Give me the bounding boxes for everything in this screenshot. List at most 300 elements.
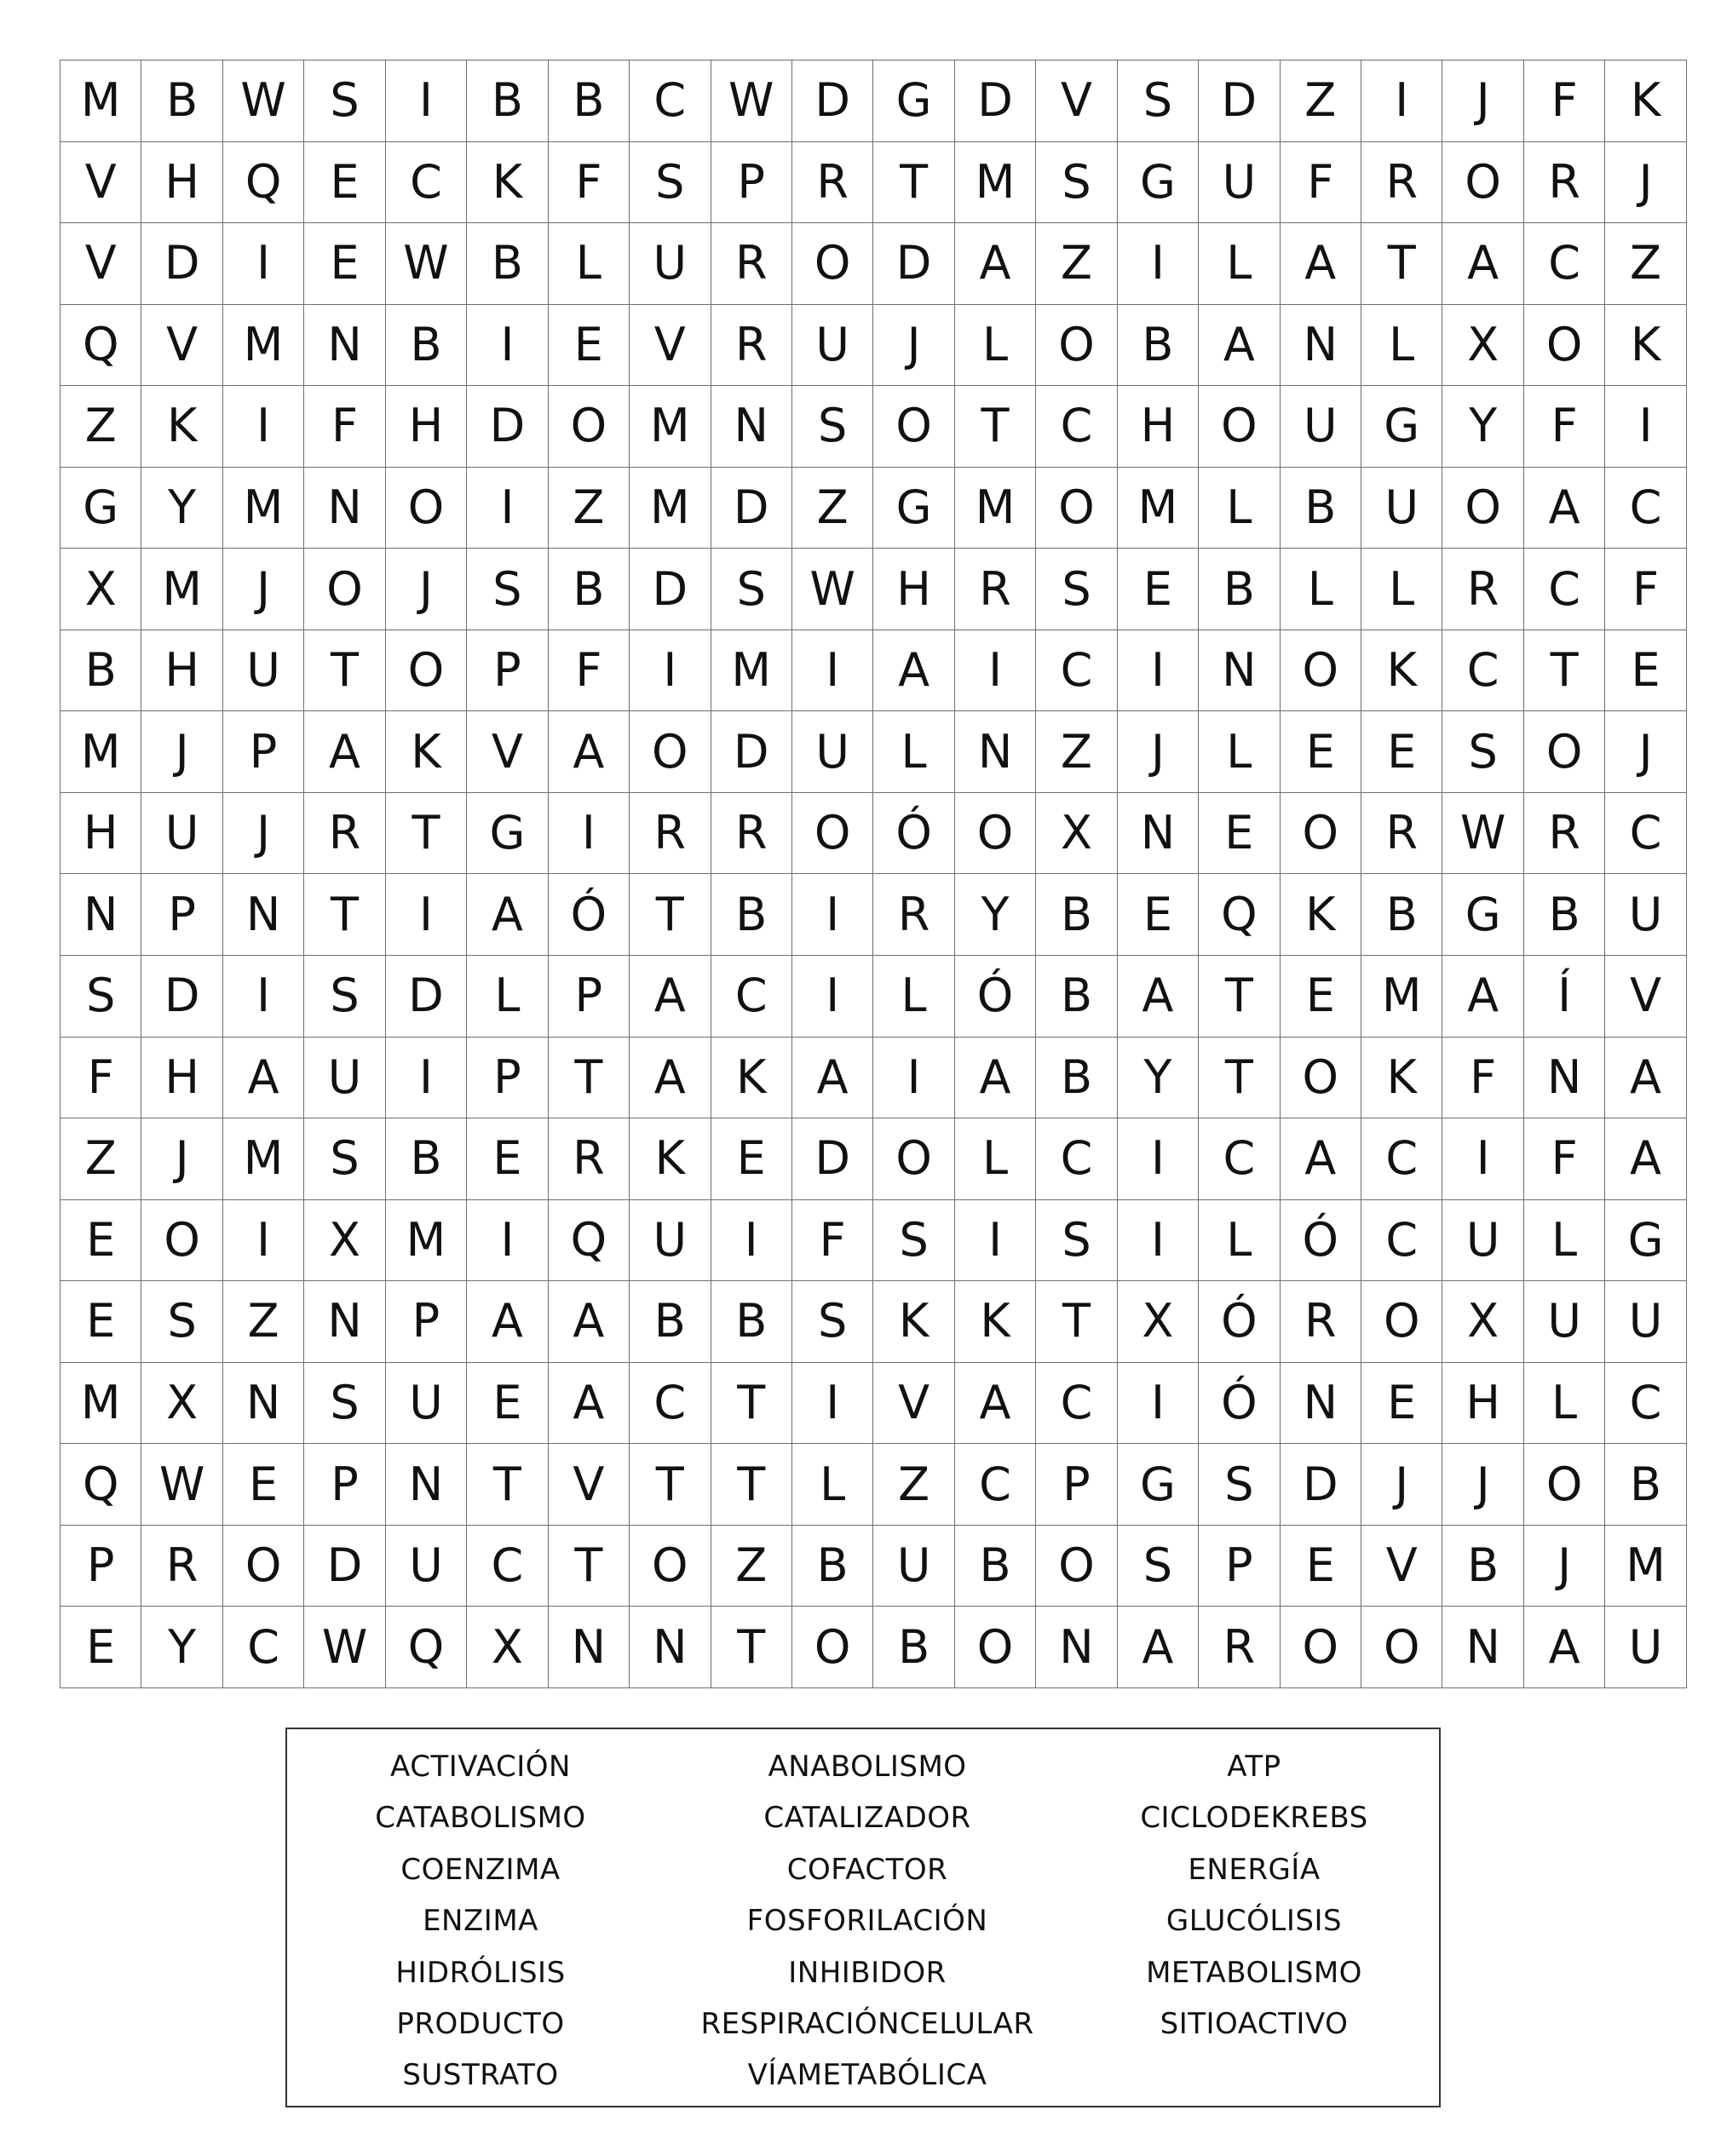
- grid-cell[interactable]: C: [1361, 1199, 1442, 1281]
- grid-cell[interactable]: O: [630, 1525, 711, 1607]
- grid-cell[interactable]: F: [548, 141, 629, 223]
- grid-cell[interactable]: T: [548, 1037, 629, 1118]
- grid-cell[interactable]: R: [1523, 792, 1604, 874]
- grid-cell[interactable]: I: [954, 1199, 1035, 1281]
- grid-cell[interactable]: T: [873, 141, 954, 223]
- grid-cell[interactable]: G: [873, 467, 954, 549]
- grid-cell[interactable]: L: [1199, 711, 1280, 793]
- grid-cell[interactable]: P: [711, 141, 791, 223]
- grid-cell[interactable]: I: [222, 1199, 303, 1281]
- grid-cell[interactable]: O: [1280, 630, 1361, 711]
- grid-cell[interactable]: O: [954, 1607, 1035, 1688]
- grid-cell[interactable]: S: [1036, 549, 1117, 630]
- grid-cell[interactable]: H: [1117, 386, 1198, 468]
- grid-cell[interactable]: T: [1199, 956, 1280, 1038]
- grid-cell[interactable]: B: [385, 1118, 466, 1200]
- grid-cell[interactable]: I: [385, 1037, 466, 1118]
- grid-cell[interactable]: S: [1442, 711, 1523, 793]
- grid-cell[interactable]: E: [1117, 874, 1198, 956]
- grid-cell[interactable]: N: [1442, 1607, 1523, 1688]
- grid-cell[interactable]: B: [1036, 874, 1117, 956]
- grid-cell[interactable]: V: [141, 304, 222, 386]
- grid-cell[interactable]: A: [1280, 1118, 1361, 1200]
- grid-cell[interactable]: E: [1280, 1525, 1361, 1607]
- grid-cell[interactable]: R: [141, 1525, 222, 1607]
- grid-cell[interactable]: I: [548, 792, 629, 874]
- grid-cell[interactable]: Q: [60, 304, 141, 386]
- grid-cell[interactable]: O: [1280, 792, 1361, 874]
- grid-cell[interactable]: X: [1117, 1281, 1198, 1363]
- grid-cell[interactable]: R: [304, 792, 385, 874]
- grid-cell[interactable]: P: [141, 874, 222, 956]
- grid-cell[interactable]: R: [548, 1118, 629, 1200]
- grid-cell[interactable]: I: [791, 1362, 872, 1444]
- grid-cell[interactable]: I: [1117, 630, 1198, 711]
- grid-cell[interactable]: I: [222, 956, 303, 1038]
- grid-cell[interactable]: A: [630, 956, 711, 1038]
- grid-cell[interactable]: F: [791, 1199, 872, 1281]
- grid-cell[interactable]: Z: [1036, 223, 1117, 305]
- grid-cell[interactable]: X: [1442, 304, 1523, 386]
- grid-cell[interactable]: C: [222, 1607, 303, 1688]
- grid-cell[interactable]: F: [1523, 386, 1604, 468]
- grid-cell[interactable]: O: [548, 386, 629, 468]
- grid-cell[interactable]: A: [1605, 1037, 1686, 1118]
- grid-cell[interactable]: C: [1361, 1118, 1442, 1200]
- grid-cell[interactable]: O: [1523, 1444, 1604, 1526]
- grid-cell[interactable]: B: [630, 1281, 711, 1363]
- grid-cell[interactable]: H: [385, 386, 466, 468]
- grid-cell[interactable]: L: [1361, 304, 1442, 386]
- grid-cell[interactable]: O: [141, 1199, 222, 1281]
- grid-cell[interactable]: F: [1280, 141, 1361, 223]
- grid-cell[interactable]: S: [1199, 1444, 1280, 1526]
- grid-cell[interactable]: J: [1117, 711, 1198, 793]
- grid-cell[interactable]: N: [954, 711, 1035, 793]
- grid-cell[interactable]: Z: [1036, 711, 1117, 793]
- grid-cell[interactable]: M: [141, 549, 222, 630]
- grid-cell[interactable]: N: [711, 386, 791, 468]
- grid-cell[interactable]: W: [711, 60, 791, 142]
- grid-cell[interactable]: C: [630, 60, 711, 142]
- grid-cell[interactable]: I: [467, 304, 548, 386]
- grid-cell[interactable]: N: [1117, 792, 1198, 874]
- grid-cell[interactable]: I: [791, 874, 872, 956]
- grid-cell[interactable]: W: [304, 1607, 385, 1688]
- grid-cell[interactable]: C: [1036, 630, 1117, 711]
- grid-cell[interactable]: D: [954, 60, 1035, 142]
- grid-cell[interactable]: A: [1523, 1607, 1604, 1688]
- grid-cell[interactable]: E: [304, 223, 385, 305]
- grid-cell[interactable]: J: [1605, 711, 1686, 793]
- grid-cell[interactable]: T: [1361, 223, 1442, 305]
- grid-cell[interactable]: A: [954, 1037, 1035, 1118]
- grid-cell[interactable]: C: [711, 956, 791, 1038]
- grid-cell[interactable]: P: [467, 1037, 548, 1118]
- grid-cell[interactable]: X: [141, 1362, 222, 1444]
- grid-cell[interactable]: Q: [1199, 874, 1280, 956]
- grid-cell[interactable]: K: [1605, 304, 1686, 386]
- grid-cell[interactable]: S: [304, 1362, 385, 1444]
- grid-cell[interactable]: P: [385, 1281, 466, 1363]
- grid-cell[interactable]: T: [548, 1525, 629, 1607]
- grid-cell[interactable]: O: [1036, 467, 1117, 549]
- grid-cell[interactable]: K: [1280, 874, 1361, 956]
- grid-cell[interactable]: U: [1361, 467, 1442, 549]
- grid-cell[interactable]: V: [873, 1362, 954, 1444]
- grid-cell[interactable]: E: [60, 1281, 141, 1363]
- grid-cell[interactable]: N: [1523, 1037, 1604, 1118]
- grid-cell[interactable]: D: [385, 956, 466, 1038]
- grid-cell[interactable]: L: [1361, 549, 1442, 630]
- grid-cell[interactable]: T: [711, 1362, 791, 1444]
- grid-cell[interactable]: K: [1361, 1037, 1442, 1118]
- grid-cell[interactable]: G: [467, 792, 548, 874]
- grid-cell[interactable]: Í: [1523, 956, 1604, 1038]
- grid-cell[interactable]: C: [1442, 630, 1523, 711]
- grid-cell[interactable]: V: [548, 1444, 629, 1526]
- grid-cell[interactable]: Y: [1442, 386, 1523, 468]
- grid-cell[interactable]: G: [1605, 1199, 1686, 1281]
- grid-cell[interactable]: D: [1280, 1444, 1361, 1526]
- grid-cell[interactable]: I: [1117, 1118, 1198, 1200]
- grid-cell[interactable]: Z: [873, 1444, 954, 1526]
- grid-cell[interactable]: V: [1361, 1525, 1442, 1607]
- grid-cell[interactable]: S: [467, 549, 548, 630]
- grid-cell[interactable]: R: [711, 792, 791, 874]
- grid-cell[interactable]: T: [304, 874, 385, 956]
- grid-cell[interactable]: O: [1442, 141, 1523, 223]
- grid-cell[interactable]: T: [630, 1444, 711, 1526]
- grid-cell[interactable]: M: [222, 1118, 303, 1200]
- grid-cell[interactable]: A: [791, 1037, 872, 1118]
- grid-cell[interactable]: K: [711, 1037, 791, 1118]
- grid-cell[interactable]: O: [1199, 386, 1280, 468]
- grid-cell[interactable]: P: [1199, 1525, 1280, 1607]
- grid-cell[interactable]: B: [1361, 874, 1442, 956]
- grid-cell[interactable]: J: [385, 549, 466, 630]
- grid-cell[interactable]: H: [60, 792, 141, 874]
- grid-cell[interactable]: I: [385, 60, 466, 142]
- grid-cell[interactable]: K: [1361, 630, 1442, 711]
- grid-cell[interactable]: E: [1280, 711, 1361, 793]
- grid-cell[interactable]: J: [1605, 141, 1686, 223]
- grid-cell[interactable]: U: [1442, 1199, 1523, 1281]
- grid-cell[interactable]: C: [467, 1525, 548, 1607]
- grid-cell[interactable]: P: [60, 1525, 141, 1607]
- grid-cell[interactable]: A: [548, 711, 629, 793]
- grid-cell[interactable]: J: [222, 792, 303, 874]
- grid-cell[interactable]: D: [141, 223, 222, 305]
- grid-cell[interactable]: V: [1036, 60, 1117, 142]
- grid-cell[interactable]: O: [385, 467, 466, 549]
- grid-cell[interactable]: L: [791, 1444, 872, 1526]
- grid-cell[interactable]: R: [1361, 141, 1442, 223]
- grid-cell[interactable]: I: [222, 223, 303, 305]
- grid-cell[interactable]: E: [1199, 792, 1280, 874]
- grid-cell[interactable]: X: [1036, 792, 1117, 874]
- grid-cell[interactable]: F: [304, 386, 385, 468]
- grid-cell[interactable]: C: [385, 141, 466, 223]
- grid-cell[interactable]: B: [467, 223, 548, 305]
- grid-cell[interactable]: R: [954, 549, 1035, 630]
- grid-cell[interactable]: C: [1605, 467, 1686, 549]
- grid-cell[interactable]: W: [1442, 792, 1523, 874]
- grid-cell[interactable]: Y: [954, 874, 1035, 956]
- grid-cell[interactable]: M: [222, 467, 303, 549]
- grid-cell[interactable]: T: [630, 874, 711, 956]
- grid-cell[interactable]: H: [873, 549, 954, 630]
- grid-cell[interactable]: C: [630, 1362, 711, 1444]
- grid-cell[interactable]: L: [873, 711, 954, 793]
- grid-cell[interactable]: I: [385, 874, 466, 956]
- grid-cell[interactable]: B: [954, 1525, 1035, 1607]
- grid-cell[interactable]: B: [1280, 467, 1361, 549]
- grid-cell[interactable]: L: [1523, 1362, 1604, 1444]
- grid-cell[interactable]: E: [60, 1607, 141, 1688]
- grid-cell[interactable]: Z: [1605, 223, 1686, 305]
- grid-cell[interactable]: R: [1280, 1281, 1361, 1363]
- grid-cell[interactable]: F: [1523, 60, 1604, 142]
- grid-cell[interactable]: B: [1199, 549, 1280, 630]
- grid-cell[interactable]: D: [711, 467, 791, 549]
- grid-cell[interactable]: O: [791, 792, 872, 874]
- grid-cell[interactable]: R: [1523, 141, 1604, 223]
- grid-cell[interactable]: A: [954, 1362, 1035, 1444]
- grid-cell[interactable]: R: [873, 874, 954, 956]
- grid-cell[interactable]: T: [711, 1607, 791, 1688]
- grid-cell[interactable]: P: [304, 1444, 385, 1526]
- grid-cell[interactable]: U: [873, 1525, 954, 1607]
- grid-cell[interactable]: B: [711, 1281, 791, 1363]
- grid-cell[interactable]: U: [141, 792, 222, 874]
- grid-cell[interactable]: Q: [222, 141, 303, 223]
- grid-cell[interactable]: Q: [385, 1607, 466, 1688]
- grid-cell[interactable]: D: [630, 549, 711, 630]
- grid-cell[interactable]: B: [548, 549, 629, 630]
- grid-cell[interactable]: Z: [711, 1525, 791, 1607]
- grid-cell[interactable]: M: [1605, 1525, 1686, 1607]
- grid-cell[interactable]: Y: [141, 467, 222, 549]
- grid-cell[interactable]: A: [467, 1281, 548, 1363]
- grid-cell[interactable]: E: [467, 1362, 548, 1444]
- grid-cell[interactable]: A: [222, 1037, 303, 1118]
- grid-cell[interactable]: C: [1036, 1362, 1117, 1444]
- grid-cell[interactable]: Z: [548, 467, 629, 549]
- grid-cell[interactable]: U: [304, 1037, 385, 1118]
- grid-cell[interactable]: O: [1361, 1281, 1442, 1363]
- grid-cell[interactable]: J: [1442, 1444, 1523, 1526]
- grid-cell[interactable]: K: [954, 1281, 1035, 1363]
- grid-cell[interactable]: U: [630, 223, 711, 305]
- grid-cell[interactable]: K: [1605, 60, 1686, 142]
- grid-cell[interactable]: T: [711, 1444, 791, 1526]
- grid-cell[interactable]: H: [141, 1037, 222, 1118]
- grid-cell[interactable]: A: [873, 630, 954, 711]
- grid-cell[interactable]: N: [222, 874, 303, 956]
- grid-cell[interactable]: Ó: [954, 956, 1035, 1038]
- grid-cell[interactable]: C: [1605, 792, 1686, 874]
- grid-cell[interactable]: E: [1117, 549, 1198, 630]
- grid-cell[interactable]: T: [1523, 630, 1604, 711]
- grid-cell[interactable]: U: [630, 1199, 711, 1281]
- grid-cell[interactable]: S: [60, 956, 141, 1038]
- grid-cell[interactable]: D: [467, 386, 548, 468]
- grid-cell[interactable]: E: [1361, 711, 1442, 793]
- grid-cell[interactable]: V: [630, 304, 711, 386]
- grid-cell[interactable]: Y: [1117, 1037, 1198, 1118]
- grid-cell[interactable]: B: [1523, 874, 1604, 956]
- grid-cell[interactable]: X: [1442, 1281, 1523, 1363]
- grid-cell[interactable]: A: [1117, 956, 1198, 1038]
- grid-cell[interactable]: A: [630, 1037, 711, 1118]
- grid-cell[interactable]: C: [1523, 223, 1604, 305]
- grid-cell[interactable]: B: [1036, 1037, 1117, 1118]
- grid-cell[interactable]: A: [1280, 223, 1361, 305]
- grid-cell[interactable]: F: [1605, 549, 1686, 630]
- grid-cell[interactable]: E: [1280, 956, 1361, 1038]
- grid-cell[interactable]: X: [304, 1199, 385, 1281]
- grid-cell[interactable]: K: [385, 711, 466, 793]
- grid-cell[interactable]: U: [1280, 386, 1361, 468]
- grid-cell[interactable]: O: [630, 711, 711, 793]
- grid-cell[interactable]: U: [1199, 141, 1280, 223]
- grid-cell[interactable]: D: [141, 956, 222, 1038]
- grid-cell[interactable]: N: [222, 1362, 303, 1444]
- grid-cell[interactable]: L: [873, 956, 954, 1038]
- grid-cell[interactable]: A: [954, 223, 1035, 305]
- grid-cell[interactable]: A: [1605, 1118, 1686, 1200]
- grid-cell[interactable]: B: [467, 60, 548, 142]
- grid-cell[interactable]: B: [1117, 304, 1198, 386]
- grid-cell[interactable]: J: [1442, 60, 1523, 142]
- grid-cell[interactable]: H: [141, 630, 222, 711]
- grid-cell[interactable]: T: [954, 386, 1035, 468]
- grid-cell[interactable]: P: [1036, 1444, 1117, 1526]
- grid-cell[interactable]: I: [954, 630, 1035, 711]
- grid-cell[interactable]: I: [1117, 1362, 1198, 1444]
- grid-cell[interactable]: E: [548, 304, 629, 386]
- grid-cell[interactable]: C: [1036, 1118, 1117, 1200]
- grid-cell[interactable]: G: [1361, 386, 1442, 468]
- grid-cell[interactable]: O: [791, 1607, 872, 1688]
- grid-cell[interactable]: S: [791, 386, 872, 468]
- grid-cell[interactable]: U: [791, 711, 872, 793]
- grid-cell[interactable]: C: [1036, 386, 1117, 468]
- grid-cell[interactable]: B: [60, 630, 141, 711]
- grid-cell[interactable]: S: [1117, 60, 1198, 142]
- grid-cell[interactable]: O: [873, 1118, 954, 1200]
- grid-cell[interactable]: R: [1199, 1607, 1280, 1688]
- grid-cell[interactable]: I: [873, 1037, 954, 1118]
- grid-cell[interactable]: R: [630, 792, 711, 874]
- grid-cell[interactable]: F: [548, 630, 629, 711]
- grid-cell[interactable]: A: [1117, 1607, 1198, 1688]
- grid-cell[interactable]: E: [1605, 630, 1686, 711]
- grid-cell[interactable]: O: [1280, 1607, 1361, 1688]
- grid-cell[interactable]: M: [60, 60, 141, 142]
- grid-cell[interactable]: N: [630, 1607, 711, 1688]
- grid-cell[interactable]: U: [222, 630, 303, 711]
- grid-cell[interactable]: Ó: [1199, 1362, 1280, 1444]
- grid-cell[interactable]: W: [141, 1444, 222, 1526]
- grid-cell[interactable]: T: [467, 1444, 548, 1526]
- grid-cell[interactable]: L: [1199, 223, 1280, 305]
- grid-cell[interactable]: Z: [60, 1118, 141, 1200]
- grid-cell[interactable]: S: [304, 1118, 385, 1200]
- grid-cell[interactable]: C: [1523, 549, 1604, 630]
- grid-cell[interactable]: O: [1361, 1607, 1442, 1688]
- grid-cell[interactable]: E: [467, 1118, 548, 1200]
- grid-cell[interactable]: O: [1280, 1037, 1361, 1118]
- grid-cell[interactable]: J: [141, 711, 222, 793]
- grid-cell[interactable]: O: [1036, 304, 1117, 386]
- grid-cell[interactable]: B: [1605, 1444, 1686, 1526]
- grid-cell[interactable]: C: [1199, 1118, 1280, 1200]
- grid-cell[interactable]: J: [222, 549, 303, 630]
- grid-cell[interactable]: I: [1361, 60, 1442, 142]
- grid-cell[interactable]: L: [467, 956, 548, 1038]
- grid-cell[interactable]: S: [873, 1199, 954, 1281]
- grid-cell[interactable]: U: [385, 1525, 466, 1607]
- grid-cell[interactable]: I: [1605, 386, 1686, 468]
- grid-cell[interactable]: O: [954, 792, 1035, 874]
- grid-cell[interactable]: A: [304, 711, 385, 793]
- grid-cell[interactable]: R: [711, 304, 791, 386]
- grid-cell[interactable]: V: [1605, 956, 1686, 1038]
- grid-cell[interactable]: S: [1117, 1525, 1198, 1607]
- grid-cell[interactable]: S: [304, 60, 385, 142]
- grid-cell[interactable]: Y: [141, 1607, 222, 1688]
- grid-cell[interactable]: A: [548, 1281, 629, 1363]
- grid-cell[interactable]: G: [1117, 141, 1198, 223]
- grid-cell[interactable]: F: [60, 1037, 141, 1118]
- grid-cell[interactable]: V: [467, 711, 548, 793]
- grid-cell[interactable]: Ó: [1199, 1281, 1280, 1363]
- grid-cell[interactable]: I: [711, 1199, 791, 1281]
- grid-cell[interactable]: I: [1117, 223, 1198, 305]
- grid-cell[interactable]: M: [222, 304, 303, 386]
- grid-cell[interactable]: B: [385, 304, 466, 386]
- grid-cell[interactable]: S: [791, 1281, 872, 1363]
- grid-cell[interactable]: V: [60, 223, 141, 305]
- grid-cell[interactable]: B: [1036, 956, 1117, 1038]
- grid-cell[interactable]: P: [222, 711, 303, 793]
- grid-cell[interactable]: D: [304, 1525, 385, 1607]
- grid-cell[interactable]: B: [141, 60, 222, 142]
- grid-cell[interactable]: J: [1523, 1525, 1604, 1607]
- grid-cell[interactable]: K: [630, 1118, 711, 1200]
- grid-cell[interactable]: Z: [60, 386, 141, 468]
- grid-cell[interactable]: M: [1117, 467, 1198, 549]
- grid-cell[interactable]: M: [1361, 956, 1442, 1038]
- grid-cell[interactable]: Q: [60, 1444, 141, 1526]
- grid-cell[interactable]: O: [791, 223, 872, 305]
- grid-cell[interactable]: O: [1036, 1525, 1117, 1607]
- grid-cell[interactable]: D: [791, 60, 872, 142]
- grid-cell[interactable]: Z: [1280, 60, 1361, 142]
- grid-cell[interactable]: L: [548, 223, 629, 305]
- grid-cell[interactable]: M: [630, 386, 711, 468]
- grid-cell[interactable]: W: [222, 60, 303, 142]
- grid-cell[interactable]: O: [873, 386, 954, 468]
- grid-cell[interactable]: G: [60, 467, 141, 549]
- grid-cell[interactable]: U: [791, 304, 872, 386]
- grid-cell[interactable]: U: [1605, 1281, 1686, 1363]
- grid-cell[interactable]: L: [1280, 549, 1361, 630]
- grid-cell[interactable]: L: [1199, 467, 1280, 549]
- grid-cell[interactable]: N: [304, 467, 385, 549]
